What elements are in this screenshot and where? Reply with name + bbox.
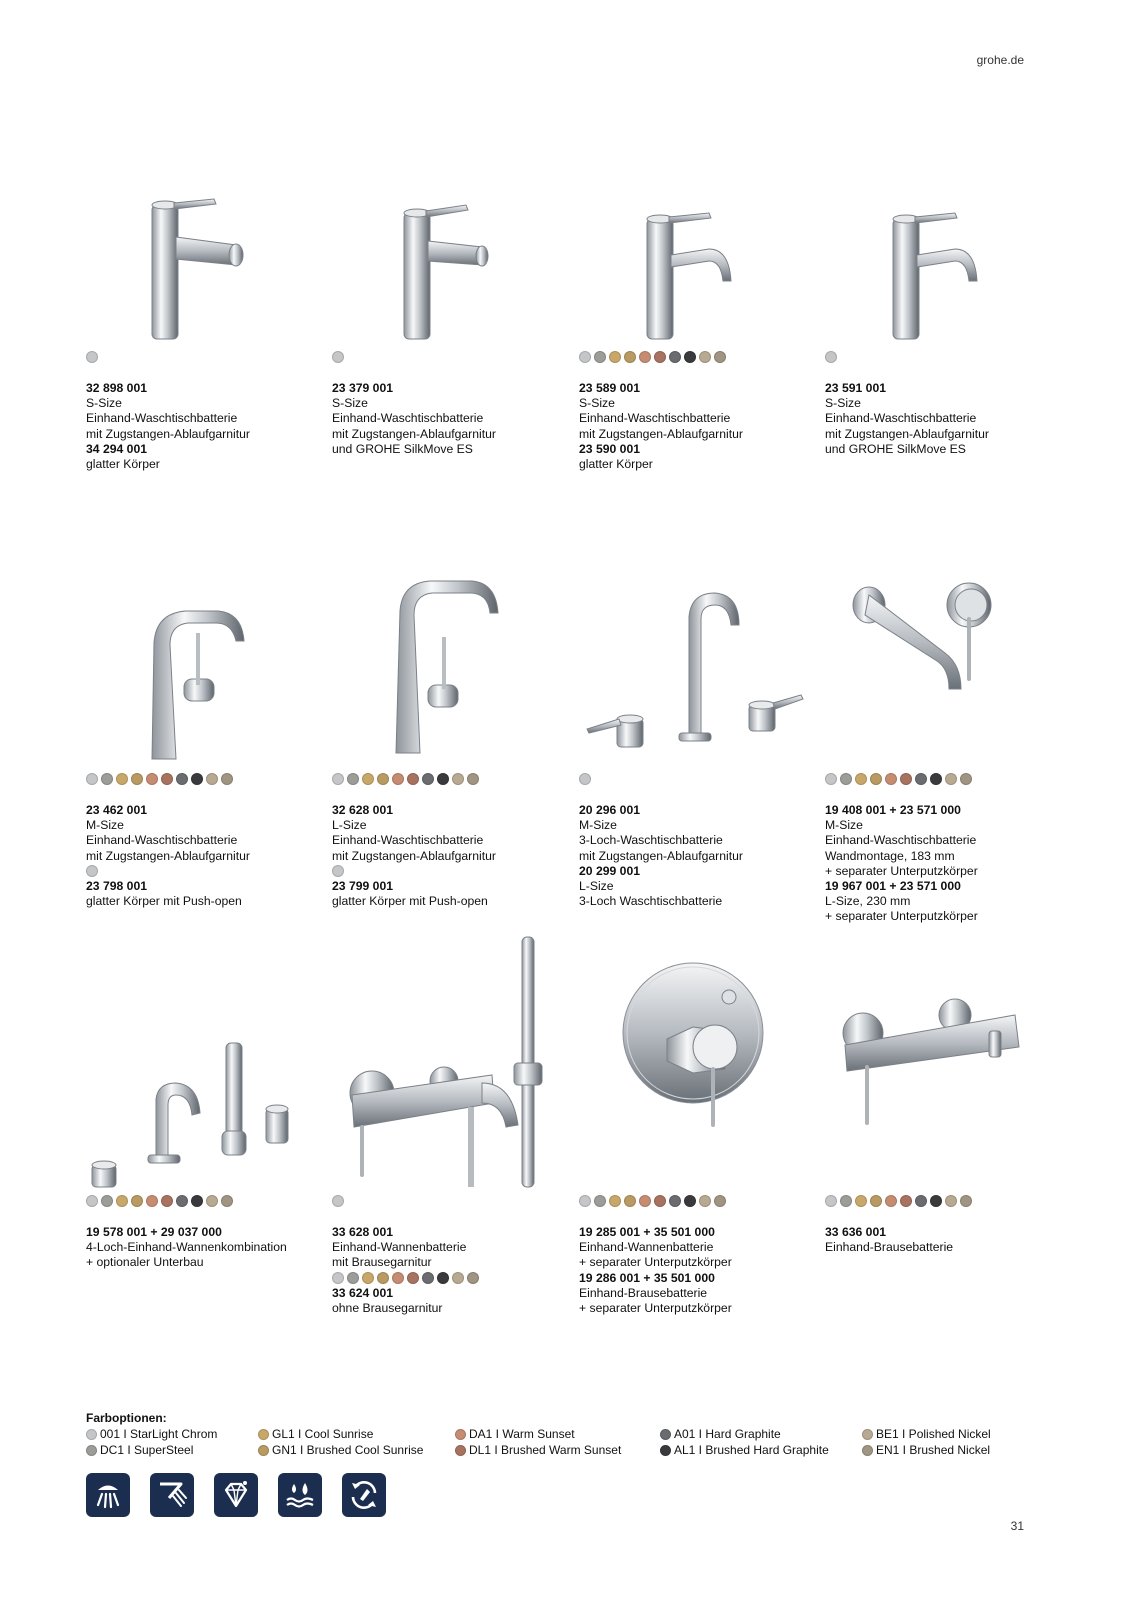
legend-swatch <box>660 1445 671 1456</box>
color-dot-dl1 <box>900 773 912 785</box>
product-description <box>825 803 1065 925</box>
product-text: mit Zugstangen-Ablaufgarnitur <box>579 426 743 441</box>
color-dot-dc1 <box>594 351 606 363</box>
color-dot-a01 <box>669 351 681 363</box>
color-dot-al1 <box>437 1272 449 1284</box>
legend-item <box>455 1426 621 1442</box>
color-dot-al1 <box>191 773 203 785</box>
legend-label: GL1 I Cool Sunrise <box>272 1427 374 1441</box>
product-image <box>332 577 562 757</box>
product-text: S-Size <box>332 396 368 411</box>
color-dot-da1 <box>639 1195 651 1207</box>
product-description <box>579 803 819 909</box>
color-options <box>332 1195 344 1207</box>
article-number: 33 636 001 <box>825 1225 886 1239</box>
product-image <box>86 583 316 763</box>
product-text: und GROHE SilkMove ES <box>825 441 966 456</box>
color-dot-001 <box>332 865 344 877</box>
product-image <box>825 577 1055 757</box>
product-text: mit Zugstangen-Ablaufgarnitur <box>825 426 989 441</box>
legend-label: GN1 I Brushed Cool Sunrise <box>272 1443 424 1457</box>
color-dot-be1 <box>699 1195 711 1207</box>
product-text: Einhand-Waschtischbatterie <box>825 833 977 848</box>
color-dot-dc1 <box>347 1272 359 1284</box>
color-dot-al1 <box>684 351 696 363</box>
legend-column <box>862 1426 991 1458</box>
product-text: L-Size <box>579 879 614 894</box>
color-dot-en1 <box>960 1195 972 1207</box>
product-text: + separater Unterputzkörper <box>579 1255 732 1270</box>
color-options <box>825 351 837 363</box>
site-url: grohe.de <box>976 53 1024 67</box>
color-dot-gl1 <box>855 1195 867 1207</box>
product-text: Einhand-Waschtischbatterie <box>86 411 238 426</box>
legend-swatch <box>862 1429 873 1440</box>
product-text: + separater Unterputzkörper <box>579 1301 732 1316</box>
product-text: M-Size <box>579 818 617 833</box>
color-dot-dl1 <box>654 351 666 363</box>
article-number: 19 285 001 + 35 501 000 <box>579 1225 715 1239</box>
article-number: 23 589 001 <box>579 381 640 395</box>
color-dot-gn1 <box>870 773 882 785</box>
product-text: Einhand-Waschtischbatterie <box>86 833 238 848</box>
color-dot-001 <box>86 773 98 785</box>
color-dot-be1 <box>945 773 957 785</box>
product-description <box>86 1225 326 1271</box>
color-dot-001 <box>825 773 837 785</box>
color-options <box>825 773 972 785</box>
product-description <box>332 803 572 909</box>
rain-shower-icon <box>86 1473 130 1517</box>
legend-label: EN1 I Brushed Nickel <box>876 1443 991 1457</box>
color-dot-be1 <box>945 1195 957 1207</box>
product-description <box>579 381 819 472</box>
legend-column <box>86 1426 217 1458</box>
color-dot-dc1 <box>840 1195 852 1207</box>
color-dot-gl1 <box>609 351 621 363</box>
legend-item <box>86 1442 217 1458</box>
article-number: 33 628 001 <box>332 1225 393 1239</box>
color-dot-be1 <box>699 351 711 363</box>
product-image <box>86 935 316 1195</box>
color-dot-a01 <box>176 773 188 785</box>
product-text: + optionaler Unterbau <box>86 1255 204 1270</box>
article-number: 23 379 001 <box>332 381 393 395</box>
article-number: 19 967 001 + 23 571 000 <box>825 879 961 894</box>
product-image <box>579 185 809 345</box>
color-dot-dl1 <box>407 773 419 785</box>
color-dot-da1 <box>146 773 158 785</box>
color-dot-gn1 <box>870 1195 882 1207</box>
article-number: 32 898 001 <box>86 381 147 395</box>
product-description <box>332 1225 572 1316</box>
color-dot-gn1 <box>624 1195 636 1207</box>
product-text: 4-Loch-Einhand-Wannenkombination <box>86 1240 287 1255</box>
color-dot-gl1 <box>116 1195 128 1207</box>
product-text: 3-Loch Waschtischbatterie <box>579 894 723 909</box>
color-options <box>579 773 591 785</box>
color-dot-dc1 <box>101 1195 113 1207</box>
product-text: S-Size <box>579 396 615 411</box>
color-dot-be1 <box>452 773 464 785</box>
product-text: L-Size <box>332 818 367 833</box>
product-text: Einhand-Waschtischbatterie <box>579 411 731 426</box>
product-text: S-Size <box>825 396 861 411</box>
product-text: mit Zugstangen-Ablaufgarnitur <box>332 426 496 441</box>
color-dot-en1 <box>221 773 233 785</box>
product-text: + separater Unterputzkörper <box>825 909 978 924</box>
article-number: 33 624 001 <box>332 1285 393 1300</box>
legend-title: Farboptionen: <box>86 1411 167 1425</box>
color-dot-gl1 <box>609 1195 621 1207</box>
product-text: Einhand-Wannenbatterie <box>579 1240 714 1255</box>
legend-label: 001 I StarLight Chrom <box>100 1427 218 1441</box>
color-dot-al1 <box>930 1195 942 1207</box>
legend-item <box>258 1442 423 1458</box>
product-text: M-Size <box>86 818 124 833</box>
color-options <box>86 773 233 785</box>
product-description <box>332 381 572 457</box>
product-text: Einhand-Waschtischbatterie <box>332 833 484 848</box>
legend-label: A01 I Hard Graphite <box>674 1427 781 1441</box>
color-dot-da1 <box>639 351 651 363</box>
product-description <box>86 381 326 472</box>
color-dot-al1 <box>930 773 942 785</box>
feature-icons <box>86 1473 386 1517</box>
product-description <box>825 1225 1065 1255</box>
article-number: 20 299 001 <box>579 863 640 878</box>
color-dot-gn1 <box>131 773 143 785</box>
color-dot-be1 <box>206 1195 218 1207</box>
legend-column <box>455 1426 621 1458</box>
legend-swatch <box>660 1429 671 1440</box>
product-text: + separater Unterputzkörper <box>825 863 978 878</box>
article-number: 23 591 001 <box>825 381 886 395</box>
legend-column <box>258 1426 423 1458</box>
product-image <box>86 185 316 345</box>
color-dot-da1 <box>146 1195 158 1207</box>
article-number: 19 408 001 + 23 571 000 <box>825 803 961 817</box>
legend-swatch <box>258 1445 269 1456</box>
color-options <box>579 351 726 363</box>
product-text: glatter Körper <box>579 457 653 472</box>
legend-label: AL1 I Brushed Hard Graphite <box>674 1443 829 1457</box>
product-text: 3-Loch-Waschtischbatterie <box>579 833 723 848</box>
product-text: mit Brausegarnitur <box>332 1255 432 1270</box>
color-dot-a01 <box>422 1272 434 1284</box>
variant-color-options <box>86 865 326 877</box>
product-text: mit Zugstangen-Ablaufgarnitur <box>86 426 250 441</box>
article-number: 19 286 001 + 35 501 000 <box>579 1270 715 1285</box>
color-dot-001 <box>579 1195 591 1207</box>
article-number: 32 628 001 <box>332 803 393 817</box>
product-text: mit Zugstangen-Ablaufgarnitur <box>332 848 496 863</box>
color-dot-en1 <box>714 351 726 363</box>
color-options <box>86 1195 233 1207</box>
color-dot-001 <box>579 773 591 785</box>
product-text: M-Size <box>825 818 863 833</box>
color-dot-en1 <box>221 1195 233 1207</box>
product-text: Einhand-Brausebatterie <box>579 1285 708 1300</box>
color-dot-be1 <box>452 1272 464 1284</box>
product-text: Einhand-Brausebatterie <box>825 1240 954 1255</box>
color-dot-al1 <box>684 1195 696 1207</box>
color-dot-en1 <box>960 773 972 785</box>
rotation-icon <box>342 1473 386 1517</box>
hand-shower-icon <box>150 1473 194 1517</box>
product-description <box>825 381 1065 457</box>
product-text: L-Size, 230 mm <box>825 894 911 909</box>
color-options <box>86 351 98 363</box>
article-number: 34 294 001 <box>86 441 147 456</box>
product-description <box>86 803 326 909</box>
color-dot-dl1 <box>161 1195 173 1207</box>
color-dot-gl1 <box>362 1272 374 1284</box>
article-number: 19 578 001 + 29 037 000 <box>86 1225 222 1239</box>
color-dot-dc1 <box>101 773 113 785</box>
color-dot-gn1 <box>131 1195 143 1207</box>
color-options <box>825 1195 972 1207</box>
legend-swatch <box>455 1445 466 1456</box>
color-dot-gn1 <box>377 1272 389 1284</box>
color-dot-a01 <box>422 773 434 785</box>
legend-item <box>86 1426 217 1442</box>
product-text: glatter Körper <box>86 457 160 472</box>
color-dot-gl1 <box>362 773 374 785</box>
article-number: 23 462 001 <box>86 803 147 817</box>
color-dot-dl1 <box>900 1195 912 1207</box>
color-dot-001 <box>332 351 344 363</box>
legend-swatch <box>86 1429 97 1440</box>
color-dot-001 <box>86 1195 98 1207</box>
color-dot-en1 <box>467 1272 479 1284</box>
color-dot-dc1 <box>594 1195 606 1207</box>
color-dot-al1 <box>437 773 449 785</box>
water-drops-icon <box>278 1473 322 1517</box>
color-options <box>332 773 479 785</box>
color-dot-gn1 <box>377 773 389 785</box>
color-dot-da1 <box>392 773 404 785</box>
article-number: 20 296 001 <box>579 803 640 817</box>
product-text: S-Size <box>86 396 122 411</box>
page-number: 31 <box>1010 1518 1024 1533</box>
color-dot-001 <box>86 865 98 877</box>
legend-column <box>660 1426 829 1458</box>
product-text: mit Zugstangen-Ablaufgarnitur <box>86 848 250 863</box>
color-dot-be1 <box>206 773 218 785</box>
product-image <box>332 185 562 345</box>
color-dot-a01 <box>669 1195 681 1207</box>
product-image <box>579 935 809 1195</box>
product-text: Einhand-Wannenbatterie <box>332 1240 467 1255</box>
legend-label: DL1 I Brushed Warm Sunset <box>469 1443 622 1457</box>
product-image <box>332 935 562 1195</box>
color-dot-a01 <box>176 1195 188 1207</box>
color-dot-a01 <box>915 773 927 785</box>
product-text: glatter Körper mit Push-open <box>86 894 242 909</box>
color-dot-en1 <box>467 773 479 785</box>
color-dot-al1 <box>191 1195 203 1207</box>
color-dot-da1 <box>392 1272 404 1284</box>
legend-item <box>660 1426 829 1442</box>
legend-label: DC1 I SuperSteel <box>100 1443 194 1457</box>
color-options <box>332 351 344 363</box>
product-text: mit Zugstangen-Ablaufgarnitur <box>579 848 743 863</box>
legend-label: DA1 I Warm Sunset <box>469 1427 575 1441</box>
color-dot-001 <box>825 1195 837 1207</box>
product-text: Wandmontage, 183 mm <box>825 848 955 863</box>
article-number: 23 798 001 <box>86 878 147 893</box>
product-image <box>825 935 1055 1195</box>
legend-item <box>862 1426 991 1442</box>
color-dot-001 <box>332 773 344 785</box>
legend-label: BE1 I Polished Nickel <box>876 1427 991 1441</box>
variant-color-options <box>332 1272 572 1284</box>
product-image <box>825 185 1055 345</box>
color-dot-da1 <box>885 1195 897 1207</box>
article-number: 23 799 001 <box>332 878 393 893</box>
color-dot-dl1 <box>161 773 173 785</box>
color-dot-a01 <box>915 1195 927 1207</box>
legend-item <box>455 1442 621 1458</box>
color-dot-001 <box>332 1272 344 1284</box>
color-dot-001 <box>332 1195 344 1207</box>
variant-color-options <box>332 865 572 877</box>
color-dot-dl1 <box>654 1195 666 1207</box>
legend-item <box>862 1442 991 1458</box>
product-description <box>579 1225 819 1316</box>
product-text: glatter Körper mit Push-open <box>332 894 488 909</box>
color-dot-001 <box>825 351 837 363</box>
color-dot-en1 <box>714 1195 726 1207</box>
legend-swatch <box>258 1429 269 1440</box>
legend-item <box>258 1426 423 1442</box>
diamond-icon <box>214 1473 258 1517</box>
color-options <box>579 1195 726 1207</box>
color-dot-001 <box>86 351 98 363</box>
product-text: und GROHE SilkMove ES <box>332 441 473 456</box>
legend-swatch <box>455 1429 466 1440</box>
color-dot-gl1 <box>855 773 867 785</box>
product-text: Einhand-Waschtischbatterie <box>332 411 484 426</box>
legend-swatch <box>86 1445 97 1456</box>
color-dot-gl1 <box>116 773 128 785</box>
product-text: Einhand-Waschtischbatterie <box>825 411 977 426</box>
color-dot-dc1 <box>347 773 359 785</box>
legend-swatch <box>862 1445 873 1456</box>
color-dot-001 <box>579 351 591 363</box>
product-text: ohne Brausegarnitur <box>332 1300 443 1315</box>
color-dot-gn1 <box>624 351 636 363</box>
legend-item <box>660 1442 829 1458</box>
color-dot-dc1 <box>840 773 852 785</box>
color-dot-dl1 <box>407 1272 419 1284</box>
color-dot-da1 <box>885 773 897 785</box>
product-image <box>579 583 809 763</box>
article-number: 23 590 001 <box>579 441 640 456</box>
